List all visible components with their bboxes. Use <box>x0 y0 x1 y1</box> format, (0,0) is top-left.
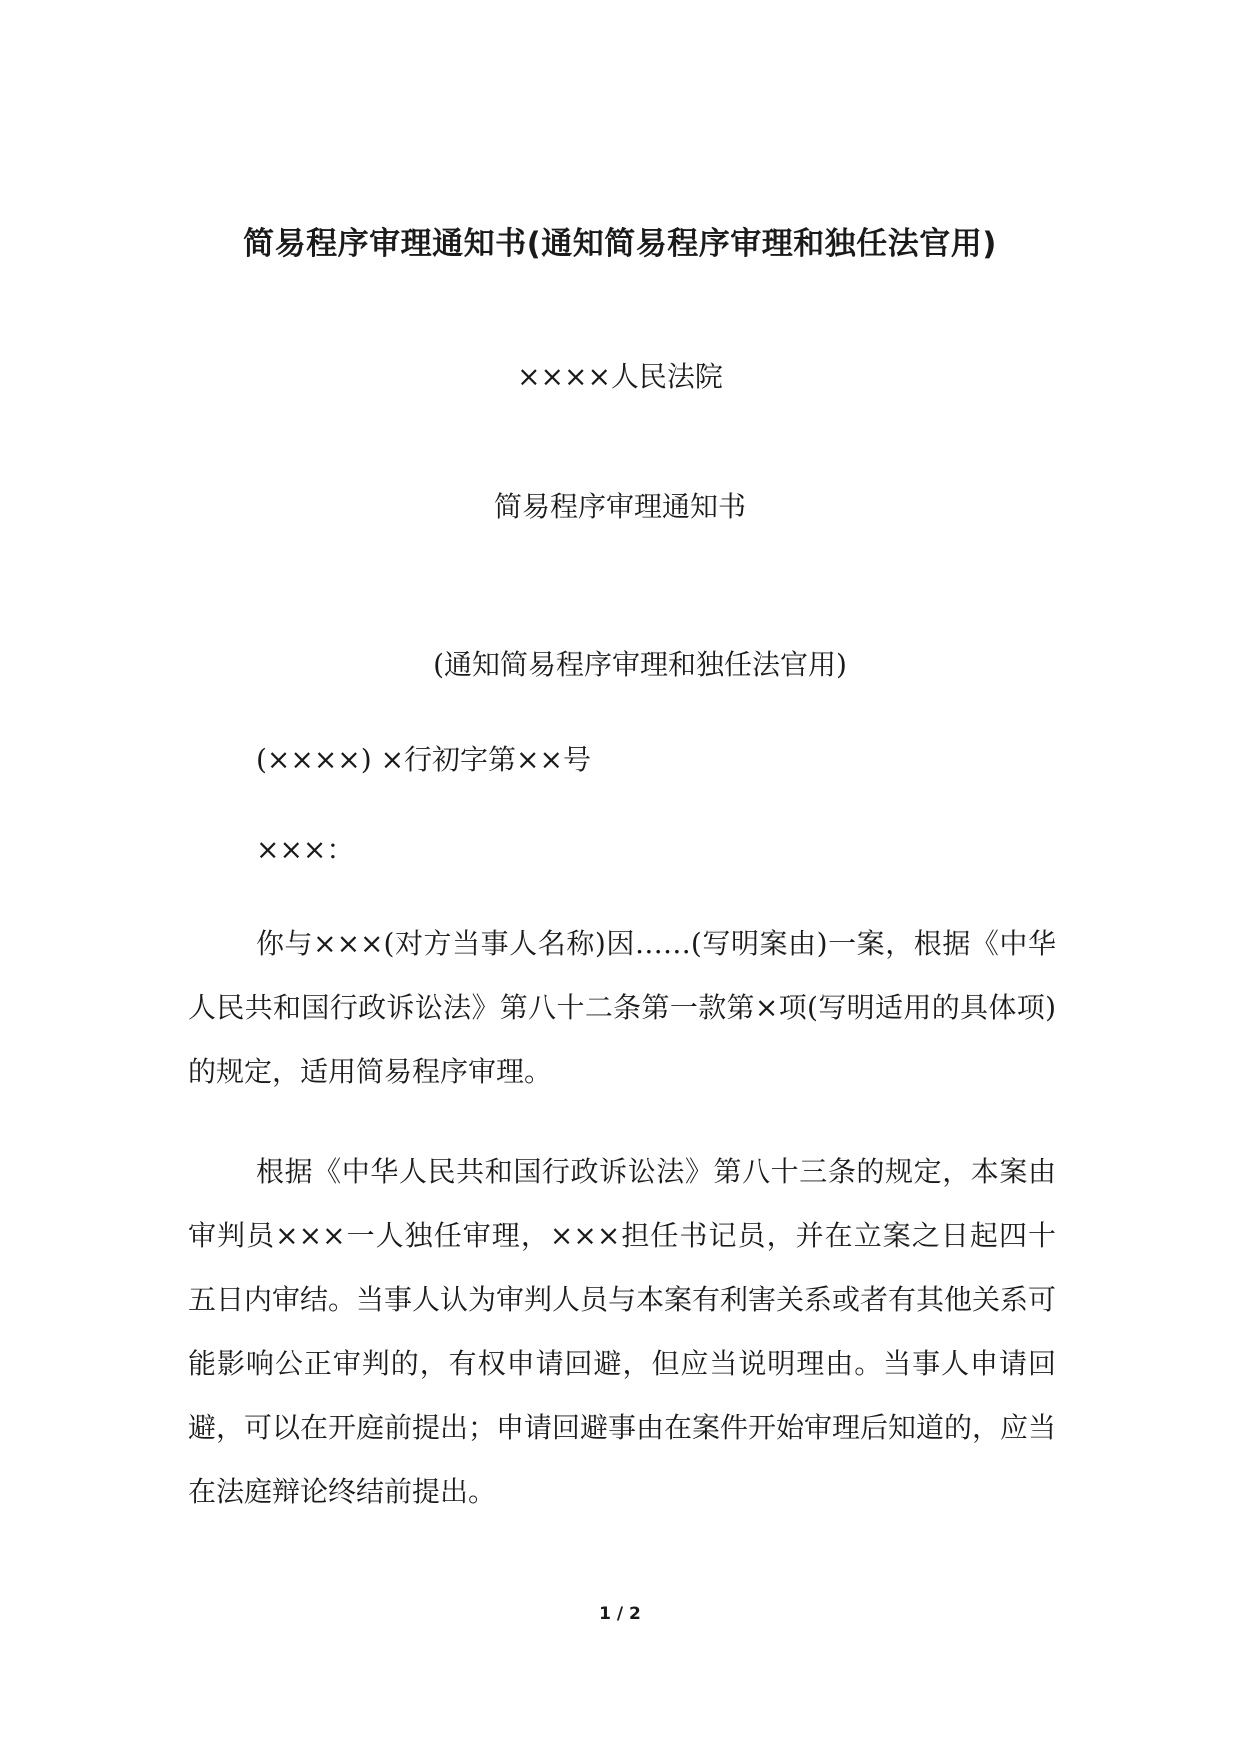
usage-note: (通知简易程序审理和独任法官用) <box>433 648 847 681</box>
page-number: 1 / 2 <box>599 1604 641 1624</box>
court-name: ××××人民法院 <box>517 360 723 393</box>
addressee: ×××： <box>256 833 355 866</box>
body-paragraph: 你与×××(对方当事人名称)因……(写明案由)一案，根据《中华人民共和国行政诉讼法》第八十二条第一款第×项(写明适用的具体项)的规定，适用简易程序审理。 <box>188 927 1056 1088</box>
case-number: (××××) ×行初字第××号 <box>256 743 591 776</box>
body-paragraph: 根据《中华人民共和国行政诉讼法》第八十三条的规定，本案由审判员×××一人独任审理，×××担任书记员，并在立案之日起四十五日内审结。当事人认为审判人员与本案有利害关系或者有其他关系可能影响公正审判的，有权申请回避，但应当说明理由。当事人申请回避，可以在开庭前提出；申请回避事由在案件开始审理后知道的，应当在法庭辩论终结前提出。 <box>188 1155 1057 1508</box>
document-title: 简易程序审理通知书(通知简易程序审理和独任法官用) <box>243 226 997 262</box>
notice-name: 简易程序审理通知书 <box>493 490 746 523</box>
